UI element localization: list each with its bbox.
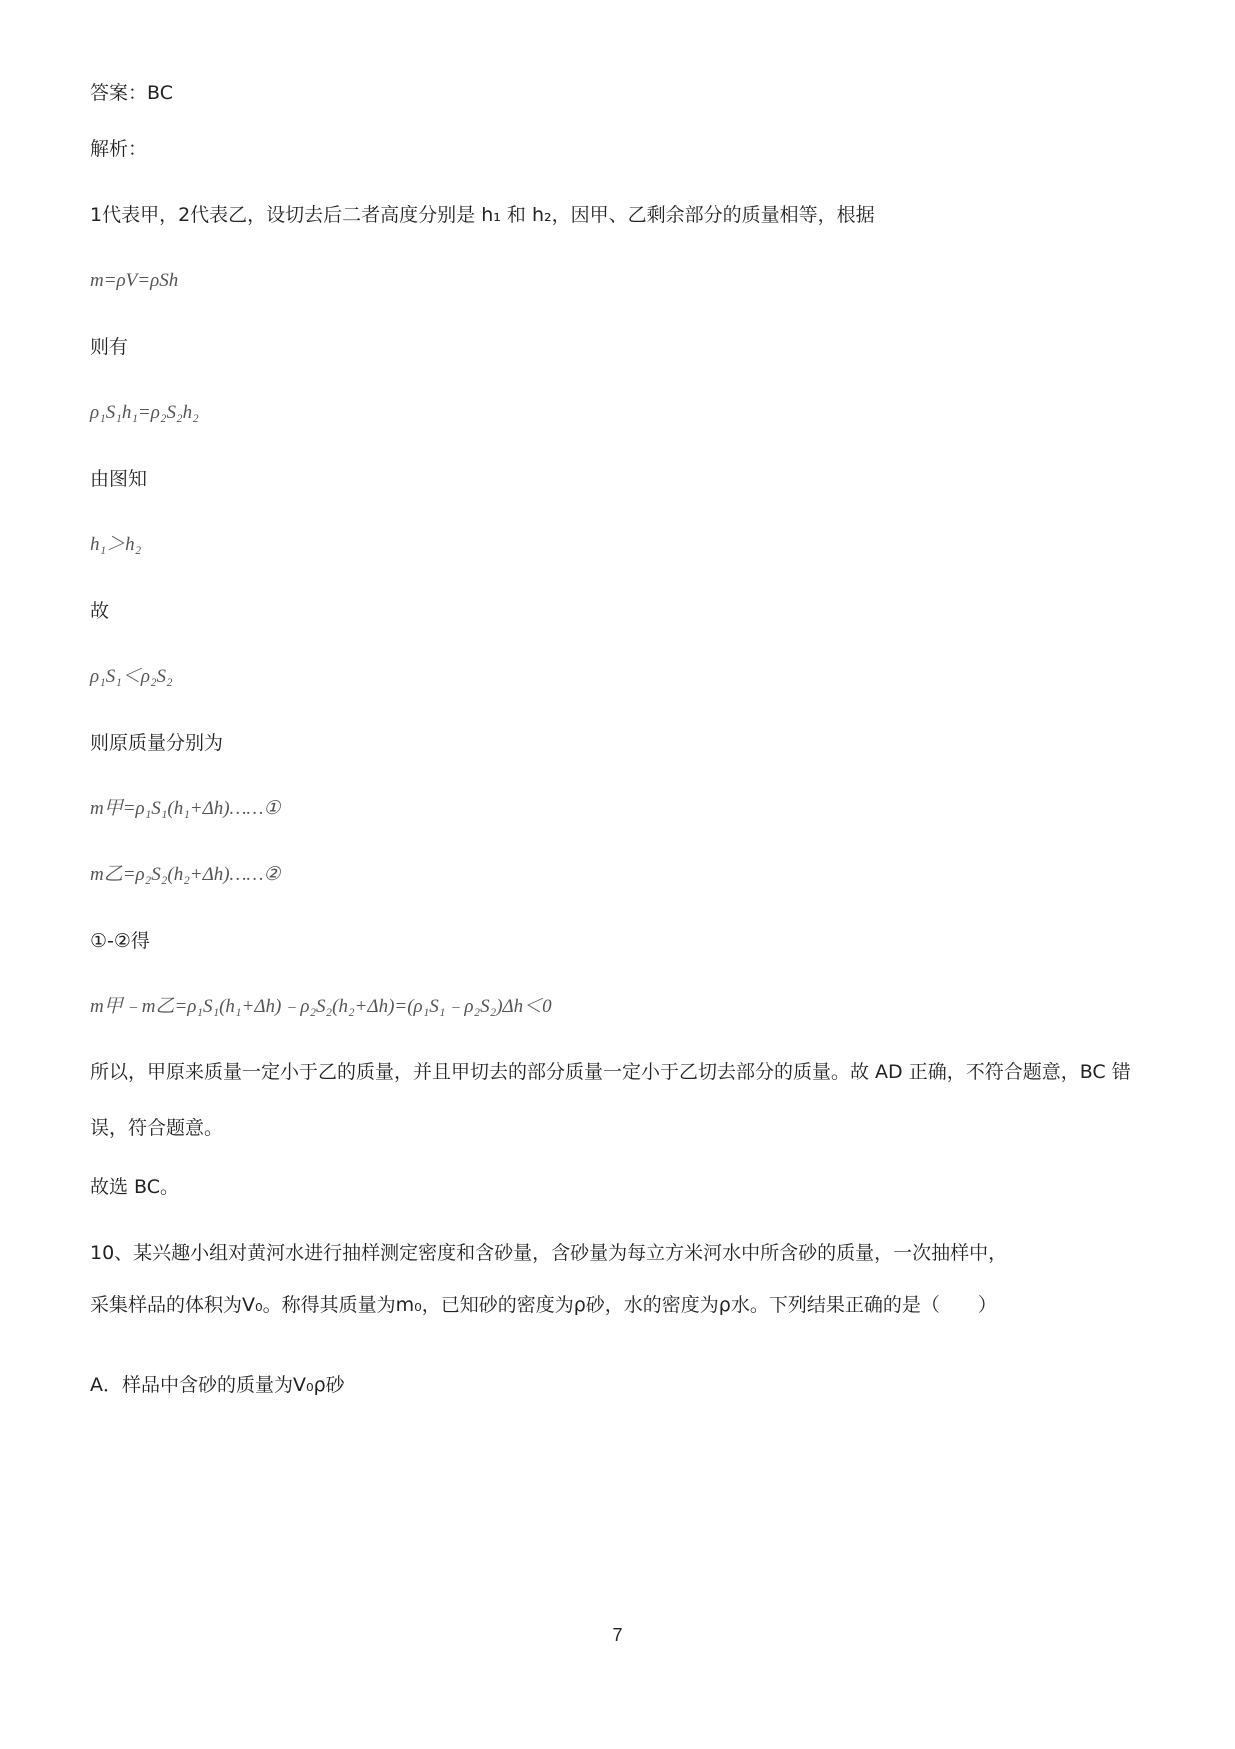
- therefore-label: 故: [90, 600, 110, 622]
- equation-mass-jia: m甲=ρ₁S₁(h₁+Δh)……①: [90, 798, 281, 819]
- equation-mass-yi: m乙=ρ₂S₂(h₂+Δh)……②: [90, 864, 281, 885]
- paragraph-setup: 1代表甲，2代表乙，设切去后二者高度分别是 h₁ 和 h₂，因甲、乙剩余部分的质量相等，根据: [90, 204, 875, 226]
- page-number: 7: [612, 1625, 623, 1645]
- option-a: A．样品中含砂的质量为V₀ρ砂: [90, 1374, 345, 1396]
- original-mass-label: 则原质量分别为: [90, 732, 224, 754]
- analysis-heading: 解析：: [90, 138, 148, 160]
- equation-equal-mass: ρ₁S₁h₁=ρ₂S₂h₂: [90, 402, 199, 423]
- from-figure-label: 由图知: [90, 468, 148, 490]
- equation-mass-density: m=ρV=ρSh: [90, 270, 179, 291]
- question-10-line-1: 10、某兴趣小组对黄河水进行抽样测定密度和含砂量，含砂量为每立方米河水中所含砂的质量，一次抽样中，: [90, 1242, 1008, 1264]
- then-have-label: 则有: [90, 336, 129, 358]
- subtract-label: ①-②得: [90, 930, 150, 952]
- equation-height-compare: h₁＞h₂: [90, 534, 142, 555]
- conclusion-paragraph: 所以，甲原来质量一定小于乙的质量，并且甲切去的部分质量一定小于乙切去部分的质量。故 AD 正确，不符合题意，BC 错误，符合题意。: [90, 1061, 1131, 1139]
- answer-line: 答案：BC: [90, 82, 173, 104]
- equation-density-area-compare: ρ₁S₁＜ρ₂S₂: [90, 666, 173, 687]
- equation-difference: m甲﹣m乙=ρ₁S₁(h₁+Δh)﹣ρ₂S₂(h₂+Δh)=(ρ₁S₁﹣ρ₂S₂)Δh＜0: [90, 996, 552, 1017]
- choice-line: 故选 BC。: [90, 1176, 180, 1198]
- question-10-line-2: 采集样品的体积为V₀。称得其质量为m₀，已知砂的密度为ρ砂，水的密度为ρ水。下列结果正确的是（ ）: [90, 1294, 997, 1316]
